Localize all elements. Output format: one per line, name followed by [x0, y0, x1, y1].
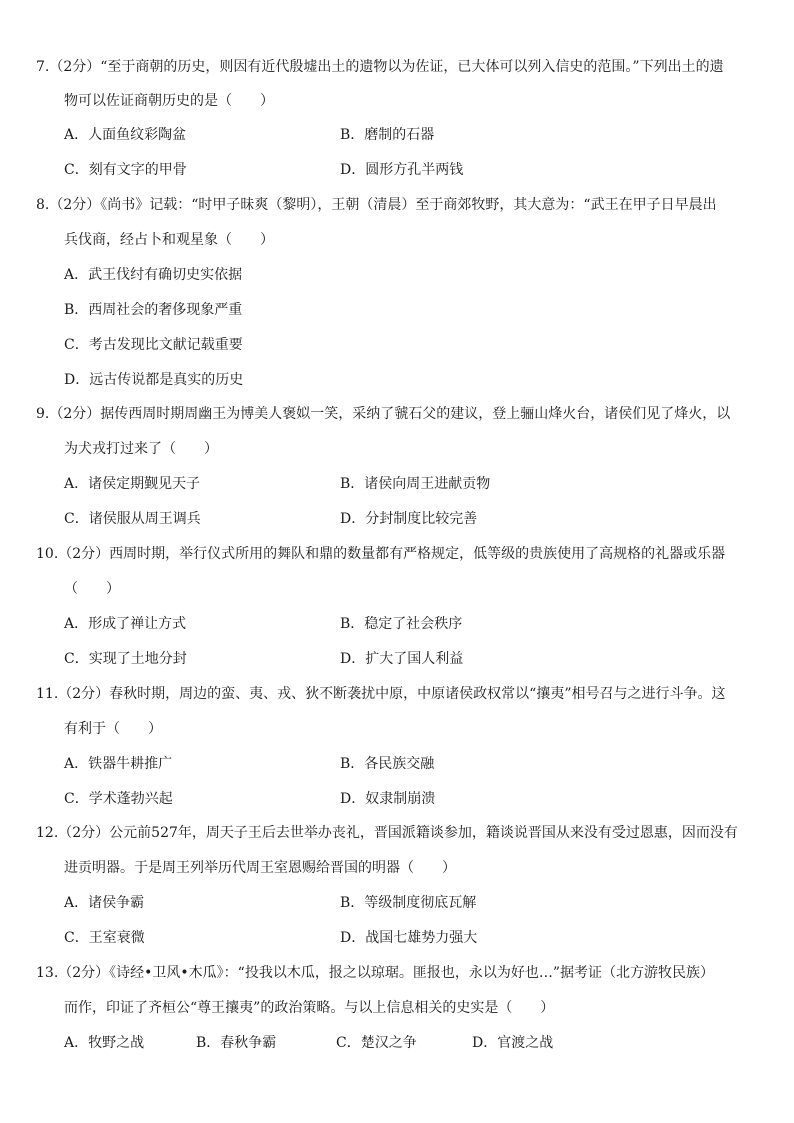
- question-9-option-c: C．诸侯服从周王调兵: [64, 511, 201, 527]
- question-8-stem: 8.（2分）《尚书》记载：“时甲子昧爽（黎明），王朝（清晨）至于商郊牧野，其大意为：“武王在甲子日早晨出: [36, 197, 717, 213]
- question-8-option-b: B．西周社会的奢侈现象严重: [64, 302, 243, 318]
- question-10-option-c: C．实现了土地分封: [64, 651, 187, 667]
- question-11-option-a: A．铁器牛耕推广: [64, 756, 173, 772]
- question-7-option-c: C．刻有文字的甲骨: [64, 162, 187, 178]
- question-8-stem-cont: 兵伐商，经占卜和观星象（ ）: [64, 232, 274, 248]
- question-8-option-d: D．远古传说都是真实的历史: [64, 372, 244, 388]
- question-11-stem: 11.（2分）春秋时期，周边的蛮、夷、戎、狄不断袭扰中原，中原诸侯政权常以“攘夷”相号召与之进行斗争。这: [36, 686, 726, 702]
- question-7-stem-cont: 物可以佐证商朝历史的是（ ）: [64, 93, 274, 109]
- question-11-option-b: B．各民族交融: [340, 756, 435, 772]
- question-8-option-c: C．考古发现比文献记载重要: [64, 337, 243, 353]
- question-10-stem: 10.（2分）西周时期，举行仪式所用的舞队和鼎的数量都有严格规定，低等级的贵族使用了高规格的礼器或乐器: [36, 546, 726, 562]
- question-12-option-a: A．诸侯争霸: [64, 895, 145, 911]
- question-12-option-d: D．战国七雄势力强大: [340, 930, 478, 946]
- question-9-option-b: B．诸侯向周王进献贡物: [340, 476, 491, 492]
- question-12-stem-cont: 进贡明器。于是周王列举历代周王室恩赐给晋国的明器（ ）: [64, 860, 456, 876]
- question-10-option-d: D．扩大了国人利益: [340, 651, 464, 667]
- question-7-option-a: A．人面鱼纹彩陶盆: [64, 127, 187, 143]
- question-9-stem-cont: 为犬戎打过来了（ ）: [64, 441, 218, 457]
- question-12-option-c: C．王室衰微: [64, 930, 145, 946]
- question-8-option-a: A．武王伐纣有确切史实依据: [64, 267, 243, 283]
- question-11-option-c: C．学术蓬勃兴起: [64, 791, 173, 807]
- question-13-option-c: C．楚汉之争: [336, 1035, 417, 1051]
- question-13-stem: 13.（2分）《诗经•卫风•木瓜》：“投我以木瓜，报之以琼琚。匪报也，永以为好也…”据考证（北方游牧民族）: [36, 965, 714, 981]
- question-9-option-a: A．诸侯定期觐见天子: [64, 476, 201, 492]
- question-13-option-b: B．春秋争霸: [196, 1035, 277, 1051]
- question-12-stem: 12.（2分）公元前527年，周天子王后去世举办丧礼，晋国派籍谈参加，籍谈说晋国从来没有受过恩惠，因而没有: [36, 825, 738, 841]
- question-9-option-d: D．分封制度比较完善: [340, 511, 478, 527]
- question-9-stem: 9.（2分）据传西周时期周幽王为博美人褒姒一笑，采纳了虢石父的建议，登上骊山烽火台，诸侯们见了烽火，以: [36, 406, 731, 422]
- question-10-option-b: B．稳定了社会秩序: [340, 616, 463, 632]
- question-13-option-a: A．牧野之战: [64, 1035, 145, 1051]
- question-10-option-a: A．形成了禅让方式: [64, 616, 187, 632]
- question-13-option-d: D．官渡之战: [472, 1035, 554, 1051]
- question-12-option-b: B．等级制度彻底瓦解: [340, 895, 477, 911]
- question-7-option-d: D．圆形方孔半两钱: [340, 162, 464, 178]
- question-13-stem-cont: 而作，印证了齐桓公“尊王攘夷”的政治策略。与以上信息相关的史实是（ ）: [64, 1000, 555, 1016]
- question-7-stem: 7.（2分）“至于商朝的历史，则因有近代殷墟出土的遗物以为佐证，已大体可以列入信史的范围。”下列出土的遗: [36, 59, 724, 75]
- question-11-option-d: D．奴隶制崩溃: [340, 791, 436, 807]
- question-7-option-b: B．磨制的石器: [340, 127, 435, 143]
- question-10-stem-cont: （ ）: [64, 581, 120, 597]
- question-11-stem-cont: 有利于（ ）: [64, 721, 162, 737]
